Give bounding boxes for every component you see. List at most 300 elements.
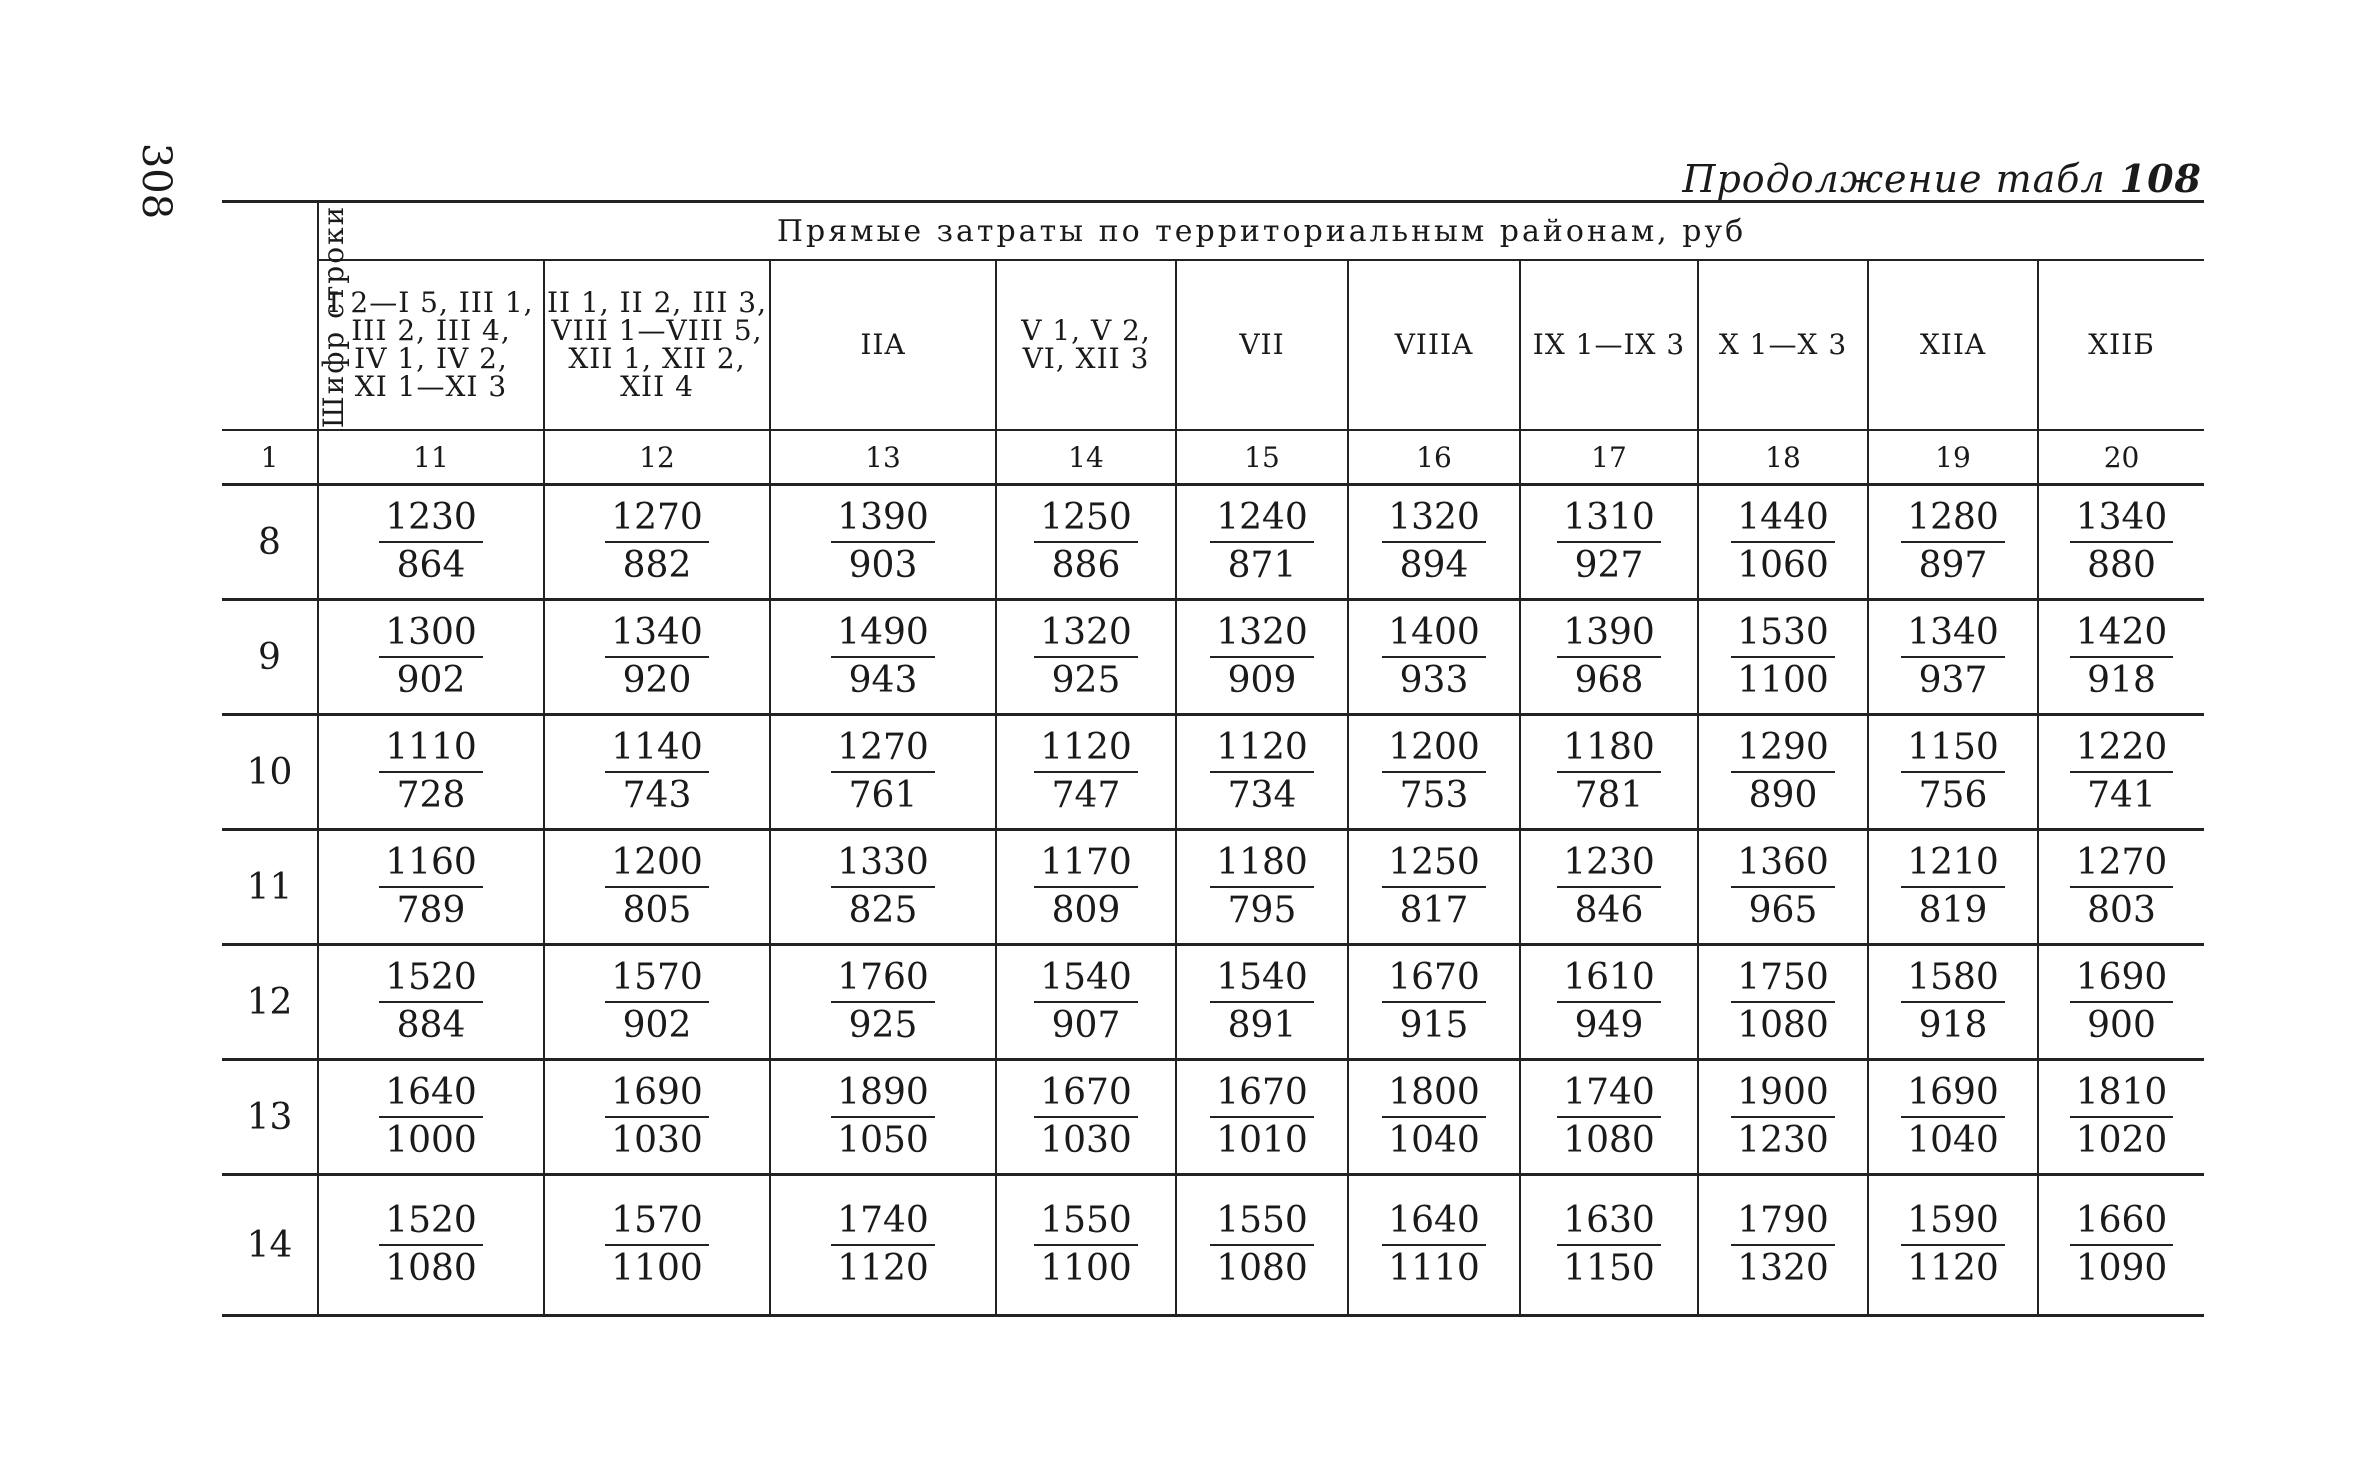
region-header-row — [222, 260, 2204, 430]
cost-total: 1250 — [1382, 840, 1486, 888]
cost-fraction — [1034, 1070, 1138, 1164]
cost-cell — [2038, 715, 2204, 830]
cost-total: 1170 — [1034, 840, 1138, 888]
cost-fraction — [379, 955, 483, 1049]
region-header — [544, 260, 770, 430]
cost-total: 1280 — [1901, 495, 2005, 543]
cost-fraction — [1557, 1070, 1661, 1164]
cost-cell — [318, 1175, 544, 1316]
region-header-line: III 2, III 4, — [351, 314, 511, 347]
region-header-line: II 1, II 2, III 3, — [546, 286, 768, 319]
cost-total: 1340 — [605, 610, 709, 658]
cost-fraction — [1382, 1198, 1486, 1292]
cost-fraction — [1382, 495, 1486, 589]
cost-wages: 1040 — [1388, 1120, 1480, 1161]
region-header — [2038, 260, 2204, 430]
cost-wages: 1080 — [1737, 1005, 1829, 1046]
cost-fraction — [1034, 840, 1138, 934]
cost-total: 1810 — [2070, 1070, 2174, 1118]
region-header — [1698, 260, 1868, 430]
cost-total: 1230 — [1557, 840, 1661, 888]
cost-wages: 1050 — [837, 1120, 929, 1161]
cost-cell — [1176, 830, 1348, 945]
cost-cell — [318, 600, 544, 715]
cost-total: 1790 — [1731, 1198, 1835, 1246]
cost-cell — [1868, 715, 2038, 830]
cost-wages: 894 — [1399, 545, 1469, 586]
cost-total: 1230 — [379, 495, 483, 543]
cost-wages: 1120 — [1907, 1248, 1999, 1289]
cost-wages: 918 — [1918, 1005, 1988, 1046]
cost-fraction — [1557, 610, 1661, 704]
cost-wages: 915 — [1399, 1005, 1469, 1046]
cost-fraction — [2070, 495, 2174, 589]
cost-total: 1550 — [1034, 1198, 1138, 1246]
region-header-line: I 2—I 5, III 1, — [328, 286, 534, 319]
cost-wages: 927 — [1574, 545, 1644, 586]
cost-total: 1400 — [1382, 610, 1486, 658]
cost-total: 1180 — [1210, 840, 1314, 888]
cost-cell — [1698, 600, 1868, 715]
cost-cell — [770, 600, 996, 715]
cost-wages: 761 — [848, 775, 918, 816]
cost-total: 1540 — [1034, 955, 1138, 1003]
cost-wages: 864 — [396, 545, 466, 586]
cost-wages: 747 — [1051, 775, 1121, 816]
cost-fraction — [1210, 495, 1314, 589]
cost-wages: 1320 — [1737, 1248, 1829, 1289]
cost-cell — [1520, 485, 1698, 600]
cost-total: 1900 — [1731, 1070, 1835, 1118]
cost-cell — [544, 1175, 770, 1316]
cost-fraction — [1901, 725, 2005, 819]
cost-fraction — [1901, 1070, 2005, 1164]
cost-total: 1290 — [1731, 725, 1835, 773]
cost-wages: 805 — [622, 890, 692, 931]
cost-cell — [1868, 945, 2038, 1060]
row-code: 8 — [222, 485, 318, 600]
cost-fraction — [2070, 840, 2174, 934]
row-code: 14 — [222, 1175, 318, 1316]
cost-total: 1210 — [1901, 840, 2005, 888]
cost-fraction — [1210, 725, 1314, 819]
cost-cell — [1348, 715, 1520, 830]
region-header — [1176, 260, 1348, 430]
cost-fraction — [2070, 955, 2174, 1049]
cost-wages: 1150 — [1563, 1248, 1655, 1289]
cost-wages: 753 — [1399, 775, 1469, 816]
cost-total: 1310 — [1557, 495, 1661, 543]
cost-cell — [1868, 600, 2038, 715]
cost-total: 1180 — [1557, 725, 1661, 773]
cost-fraction — [605, 840, 709, 934]
column-number: 1 — [222, 430, 318, 485]
cost-cell — [996, 715, 1176, 830]
region-header-line: IV 1, IV 2, — [354, 342, 508, 375]
cost-fraction — [2070, 1198, 2174, 1292]
cost-cell — [2038, 1060, 2204, 1175]
cost-total: 1160 — [379, 840, 483, 888]
cost-wages: 1040 — [1907, 1120, 1999, 1161]
cost-cell — [544, 830, 770, 945]
table-row — [222, 485, 2204, 600]
cost-fraction — [2070, 610, 2174, 704]
cost-wages: 949 — [1574, 1005, 1644, 1046]
cost-cell — [1176, 1175, 1348, 1316]
cost-cell — [996, 600, 1176, 715]
cost-total: 1610 — [1557, 955, 1661, 1003]
cost-cell — [544, 600, 770, 715]
cost-wages: 902 — [396, 660, 466, 701]
cost-total: 1320 — [1210, 610, 1314, 658]
cost-cell — [1348, 600, 1520, 715]
cost-cell — [2038, 1175, 2204, 1316]
cost-total: 1240 — [1210, 495, 1314, 543]
region-header — [1348, 260, 1520, 430]
cost-total: 1640 — [1382, 1198, 1486, 1246]
cost-total: 1750 — [1731, 955, 1835, 1003]
region-header-line: X 1—X 3 — [1718, 328, 1848, 361]
cost-total: 1800 — [1382, 1070, 1486, 1118]
column-number: 19 — [1868, 430, 2038, 485]
cost-wages: 1120 — [837, 1248, 929, 1289]
cost-total: 1660 — [2070, 1198, 2174, 1246]
cost-wages: 756 — [1918, 775, 1988, 816]
column-number: 17 — [1520, 430, 1698, 485]
cost-cell — [1176, 1060, 1348, 1175]
cost-wages: 809 — [1051, 890, 1121, 931]
cost-cell — [1520, 1175, 1698, 1316]
cost-cell — [1520, 600, 1698, 715]
cost-cell — [318, 945, 544, 1060]
cost-wages: 817 — [1399, 890, 1469, 931]
cost-total: 1440 — [1731, 495, 1835, 543]
column-number: 11 — [318, 430, 544, 485]
cost-fraction — [379, 1070, 483, 1164]
cost-fraction — [1731, 1070, 1835, 1164]
region-header — [1520, 260, 1698, 430]
cost-fraction — [605, 610, 709, 704]
cost-fraction — [831, 840, 935, 934]
cost-fraction — [1210, 840, 1314, 934]
cost-cell — [318, 830, 544, 945]
cost-cell — [544, 945, 770, 1060]
column-number: 20 — [2038, 430, 2204, 485]
cost-total: 1580 — [1901, 955, 2005, 1003]
cost-wages: 741 — [2087, 775, 2156, 816]
cost-fraction — [1382, 610, 1486, 704]
cost-total: 1690 — [1901, 1070, 2005, 1118]
cost-total: 1420 — [2070, 610, 2174, 658]
cost-cell — [1176, 485, 1348, 600]
cost-wages: 728 — [396, 775, 466, 816]
cost-wages: 795 — [1227, 890, 1297, 931]
cost-wages: 789 — [396, 890, 466, 931]
continuation-text: Продолжение табл — [1682, 157, 2106, 201]
cost-cell — [544, 485, 770, 600]
table-row — [222, 1175, 2204, 1316]
cost-wages: 880 — [2087, 545, 2156, 586]
cost-cell — [770, 485, 996, 600]
cost-wages: 743 — [622, 775, 692, 816]
cost-fraction — [1557, 495, 1661, 589]
cost-fraction — [1382, 1070, 1486, 1164]
column-number: 15 — [1176, 430, 1348, 485]
cost-cell — [1348, 1175, 1520, 1316]
cost-total: 1320 — [1034, 610, 1138, 658]
cost-total: 1250 — [1034, 495, 1138, 543]
cost-fraction — [605, 495, 709, 589]
cost-wages: 965 — [1748, 890, 1818, 931]
cost-total: 1150 — [1901, 725, 2005, 773]
cost-cell — [1698, 485, 1868, 600]
region-header-line: XI 1—XI 3 — [354, 370, 508, 403]
cost-total: 1530 — [1731, 610, 1835, 658]
cost-fraction — [2070, 725, 2174, 819]
cost-total: 1520 — [379, 955, 483, 1003]
cost-fraction — [1557, 725, 1661, 819]
cost-cell — [770, 1060, 996, 1175]
cost-wages: 871 — [1227, 545, 1297, 586]
cost-total: 1670 — [1034, 1070, 1138, 1118]
cost-total: 1220 — [2070, 725, 2174, 773]
cost-cell — [1520, 830, 1698, 945]
cost-wages: 937 — [1918, 660, 1988, 701]
cost-cell — [996, 485, 1176, 600]
cost-cell — [1176, 600, 1348, 715]
region-header — [996, 260, 1176, 430]
region-header — [1868, 260, 2038, 430]
cost-total: 1520 — [379, 1198, 483, 1246]
cost-total: 1110 — [379, 725, 483, 773]
cost-total: 1540 — [1210, 955, 1314, 1003]
cost-total: 1570 — [605, 1198, 709, 1246]
cost-fraction — [1382, 725, 1486, 819]
cost-wages: 1110 — [1388, 1248, 1480, 1289]
cost-cell — [318, 715, 544, 830]
cost-fraction — [1210, 610, 1314, 704]
cost-cell — [996, 945, 1176, 1060]
cost-fraction — [1901, 610, 2005, 704]
cost-fraction — [1557, 955, 1661, 1049]
cost-fraction — [1210, 955, 1314, 1049]
cost-wages: 1030 — [611, 1120, 703, 1161]
table-number: 108 — [2119, 156, 2202, 201]
cost-total: 1120 — [1034, 725, 1138, 773]
cost-fraction — [1731, 1198, 1835, 1292]
region-header — [318, 260, 544, 430]
cost-wages: 1020 — [2075, 1120, 2168, 1161]
cost-wages: 897 — [1918, 545, 1988, 586]
cost-wages: 803 — [2087, 890, 2156, 931]
cost-cell — [1176, 715, 1348, 830]
cost-total: 1760 — [831, 955, 935, 1003]
region-header-line: XIIБ — [2088, 328, 2155, 361]
cost-fraction — [1210, 1198, 1314, 1292]
cost-fraction — [1901, 955, 2005, 1049]
cost-fraction — [1034, 610, 1138, 704]
cost-fraction — [831, 955, 935, 1049]
cost-wages: 933 — [1399, 660, 1469, 701]
cost-cell — [996, 1175, 1176, 1316]
cost-fraction — [1731, 725, 1835, 819]
cost-cell — [1176, 945, 1348, 1060]
cost-cell — [2038, 600, 2204, 715]
cost-total: 1340 — [2070, 495, 2174, 543]
cost-cell — [318, 485, 544, 600]
cost-total: 1690 — [2070, 955, 2174, 1003]
cost-wages: 886 — [1051, 545, 1121, 586]
cost-wages: 1100 — [1040, 1248, 1132, 1289]
cost-fraction — [1731, 840, 1835, 934]
cost-fraction — [1731, 610, 1835, 704]
cost-cell — [996, 830, 1176, 945]
cost-fraction — [831, 725, 935, 819]
column-number: 12 — [544, 430, 770, 485]
cost-wages: 1100 — [611, 1248, 703, 1289]
cost-cell — [1520, 715, 1698, 830]
cost-wages: 968 — [1574, 660, 1644, 701]
cost-total: 1320 — [1382, 495, 1486, 543]
cost-total: 1140 — [605, 725, 709, 773]
cost-fraction — [2070, 1070, 2174, 1164]
cost-fraction — [831, 495, 935, 589]
cost-wages: 1080 — [385, 1248, 477, 1289]
cost-wages: 920 — [622, 660, 692, 701]
cost-fraction — [1731, 955, 1835, 1049]
cost-total: 1300 — [379, 610, 483, 658]
super-header: Прямые затраты по территориальным районам, руб — [318, 202, 2204, 261]
cost-total: 1890 — [831, 1070, 935, 1118]
row-code-header: Шифр строки — [222, 202, 318, 431]
cost-wages: 1030 — [1040, 1120, 1132, 1161]
table-row — [222, 715, 2204, 830]
cost-fraction — [1557, 840, 1661, 934]
cost-wages: 781 — [1574, 775, 1644, 816]
cost-cell — [996, 1060, 1176, 1175]
cost-total: 1270 — [2070, 840, 2174, 888]
cost-wages: 943 — [848, 660, 918, 701]
row-code: 9 — [222, 600, 318, 715]
cost-total: 1640 — [379, 1070, 483, 1118]
cost-total: 1200 — [605, 840, 709, 888]
cost-cell — [1868, 485, 2038, 600]
cost-total: 1670 — [1382, 955, 1486, 1003]
cost-cell — [1348, 830, 1520, 945]
row-code: 12 — [222, 945, 318, 1060]
cost-wages: 846 — [1574, 890, 1644, 931]
cost-wages: 925 — [848, 1005, 918, 1046]
cost-cell — [2038, 485, 2204, 600]
cost-total: 1670 — [1210, 1070, 1314, 1118]
cost-fraction — [1034, 495, 1138, 589]
page-number: 308 — [133, 142, 180, 220]
cost-fraction — [1731, 495, 1835, 589]
cost-total: 1740 — [831, 1198, 935, 1246]
cost-wages: 1090 — [2075, 1248, 2168, 1289]
cost-fraction — [1034, 725, 1138, 819]
cost-cell — [1520, 945, 1698, 1060]
column-number: 18 — [1698, 430, 1868, 485]
region-header-line: VIIIA — [1394, 328, 1474, 361]
cost-wages: 1060 — [1737, 545, 1829, 586]
cost-wages: 925 — [1051, 660, 1121, 701]
table-continuation-caption — [1682, 156, 2202, 201]
cost-total: 1630 — [1557, 1198, 1661, 1246]
cost-cell — [544, 1060, 770, 1175]
cost-wages: 825 — [848, 890, 918, 931]
cost-cell — [1520, 1060, 1698, 1175]
cost-fraction — [1210, 1070, 1314, 1164]
cost-wages: 902 — [622, 1005, 692, 1046]
region-header-line: VIII 1—VIII 5, — [551, 314, 763, 347]
cost-fraction — [1034, 1198, 1138, 1292]
cost-wages: 884 — [396, 1005, 466, 1046]
cost-total: 1120 — [1210, 725, 1314, 773]
cost-cell — [770, 945, 996, 1060]
cost-wages: 891 — [1227, 1005, 1297, 1046]
column-number-row — [222, 430, 2204, 485]
table-row — [222, 945, 2204, 1060]
region-header-line: VI, XII 3 — [1022, 342, 1150, 375]
cost-wages: 1080 — [1563, 1120, 1655, 1161]
cost-wages: 918 — [2087, 660, 2156, 701]
cost-wages: 1100 — [1737, 660, 1829, 701]
cost-wages: 900 — [2087, 1005, 2156, 1046]
region-header-line: IIA — [860, 328, 906, 361]
region-header-line: XII 1, XII 2, — [568, 342, 746, 375]
table-row — [222, 830, 2204, 945]
cost-cell — [1698, 1060, 1868, 1175]
region-header-line: XII 4 — [620, 370, 694, 403]
cost-total: 1330 — [831, 840, 935, 888]
cost-fraction — [605, 725, 709, 819]
cost-fraction — [1382, 955, 1486, 1049]
row-code: 13 — [222, 1060, 318, 1175]
cost-cell — [1868, 1060, 2038, 1175]
cost-fraction — [605, 1198, 709, 1292]
cost-fraction — [1901, 840, 2005, 934]
cost-wages: 882 — [622, 545, 692, 586]
cost-total: 1390 — [1557, 610, 1661, 658]
cost-cell — [1348, 945, 1520, 1060]
cost-fraction — [831, 1198, 935, 1292]
cost-total: 1340 — [1901, 610, 2005, 658]
cost-cell — [2038, 830, 2204, 945]
cost-fraction — [831, 610, 935, 704]
table-row — [222, 1060, 2204, 1175]
cost-table — [222, 200, 2204, 1317]
table-body — [222, 485, 2204, 1316]
cost-wages: 1010 — [1216, 1120, 1308, 1161]
cost-total: 1570 — [605, 955, 709, 1003]
cost-total: 1200 — [1382, 725, 1486, 773]
cost-cell — [1868, 830, 2038, 945]
cost-wages: 890 — [1748, 775, 1818, 816]
region-header-line: V 1, V 2, — [1021, 314, 1151, 347]
cost-wages: 734 — [1227, 775, 1297, 816]
cost-total: 1550 — [1210, 1198, 1314, 1246]
cost-fraction — [379, 495, 483, 589]
cost-fraction — [605, 1070, 709, 1164]
cost-fraction — [1901, 1198, 2005, 1292]
cost-fraction — [831, 1070, 935, 1164]
cost-cell — [544, 715, 770, 830]
cost-cell — [1348, 1060, 1520, 1175]
cost-cell — [1698, 715, 1868, 830]
cost-fraction — [379, 1198, 483, 1292]
cost-cell — [770, 830, 996, 945]
